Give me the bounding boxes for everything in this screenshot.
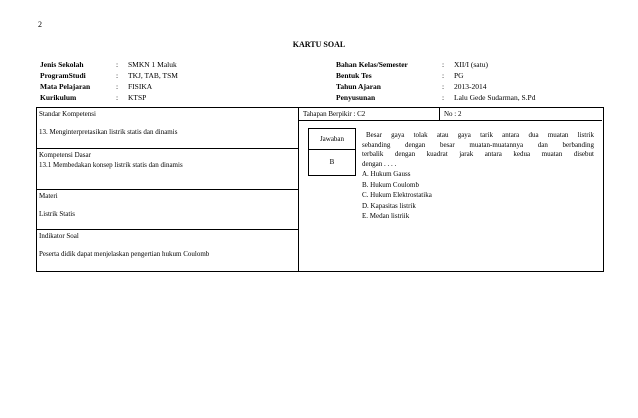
label-jenis-sekolah: Jenis Sekolah bbox=[40, 60, 84, 69]
value-bentuk-tes: PG bbox=[454, 71, 464, 80]
jawaban-value: B bbox=[329, 158, 335, 166]
value-penyusunan: Lalu Gede Sudarman, S.Pd bbox=[454, 93, 536, 102]
option-a: A. Hukum Gauss bbox=[362, 170, 411, 179]
value-jenis-sekolah: SMKN 1 Maluk bbox=[128, 60, 177, 69]
label-program-studi: ProgramStudi bbox=[40, 71, 86, 80]
value-program-studi: TKJ, TAB, TSM bbox=[128, 71, 178, 80]
option-d: D. Kapasitas listrik bbox=[362, 201, 416, 210]
separator: : bbox=[116, 71, 119, 80]
label-bentuk-tes: Bentuk Tes bbox=[336, 71, 372, 80]
label-tahun-ajaran: Tahun Ajaran bbox=[336, 82, 381, 91]
indikator-value: Peserta didik dapat menjelaskan pengertian hukum Coulomb bbox=[39, 250, 210, 258]
materi-value: Listrik Statis bbox=[39, 210, 75, 218]
question-text bbox=[362, 131, 594, 222]
option-b: B. Hukum Coulomb bbox=[362, 180, 419, 189]
separator: : bbox=[442, 71, 445, 80]
value-mata-pelajaran: FISIKA bbox=[128, 82, 153, 91]
value-tahun-ajaran: 2013-2014 bbox=[454, 82, 487, 91]
header-left bbox=[40, 59, 290, 103]
standar-kompetensi-title: Standar Kompetensi bbox=[39, 110, 96, 118]
cell-divider bbox=[439, 107, 440, 120]
label-mata-pelajaran: Mata Pelajaran bbox=[40, 82, 91, 91]
label-penyusunan: Penyusunan bbox=[336, 93, 376, 102]
row-divider bbox=[36, 189, 298, 190]
jawaban-label: Jawaban bbox=[309, 129, 355, 150]
materi-title: Materi bbox=[39, 192, 58, 200]
separator: : bbox=[116, 93, 119, 102]
label-kurikulum: Kurikulum bbox=[40, 93, 77, 102]
indikator-title: Indikator Soal bbox=[39, 232, 79, 240]
kompetensi-dasar-value: 13.1 Membedakan konsep listrik statis dan dinamis bbox=[39, 161, 183, 169]
label-kelas-semester: Bahan Kelas/Semester bbox=[336, 60, 408, 69]
row-divider bbox=[36, 229, 298, 230]
value-kelas-semester: XII/I (satu) bbox=[454, 60, 488, 69]
question-line: terbalik dengan kuadrat jarak antara kedua muatan disebut bbox=[362, 150, 594, 159]
question-line: sebanding dengan besar muatan-muatannya dan berbanding bbox=[362, 140, 594, 149]
separator: : bbox=[442, 82, 445, 91]
question-line: Besar gaya tolak atau gaya tarik antara dua muatan listrik bbox=[366, 131, 594, 139]
separator: : bbox=[442, 93, 445, 102]
kompetensi-dasar-title: Kompetensi Dasar bbox=[39, 151, 91, 159]
row-divider bbox=[36, 148, 298, 149]
separator: : bbox=[116, 60, 119, 69]
tahapan-berpikir: Tahapan Berpikir : C2 bbox=[303, 110, 366, 118]
row-divider bbox=[299, 120, 602, 121]
page-title: KARTU SOAL bbox=[292, 40, 346, 49]
separator: : bbox=[442, 60, 445, 69]
option-e: E. Medan listriik bbox=[362, 212, 410, 221]
jawaban-box bbox=[308, 128, 356, 176]
value-kurikulum: KTSP bbox=[128, 93, 147, 102]
separator: : bbox=[116, 82, 119, 91]
option-c: C. Hukum Elektrostatika bbox=[362, 191, 432, 200]
header-right bbox=[336, 59, 596, 103]
standar-kompetensi-value: 13. Menginterpretasikan listrik statis dan dinamis bbox=[39, 128, 178, 136]
question-line: dengan . . . . bbox=[362, 159, 397, 168]
nomor-soal: No : 2 bbox=[444, 110, 462, 118]
page-number: 2 bbox=[38, 20, 42, 29]
column-divider bbox=[298, 107, 299, 271]
